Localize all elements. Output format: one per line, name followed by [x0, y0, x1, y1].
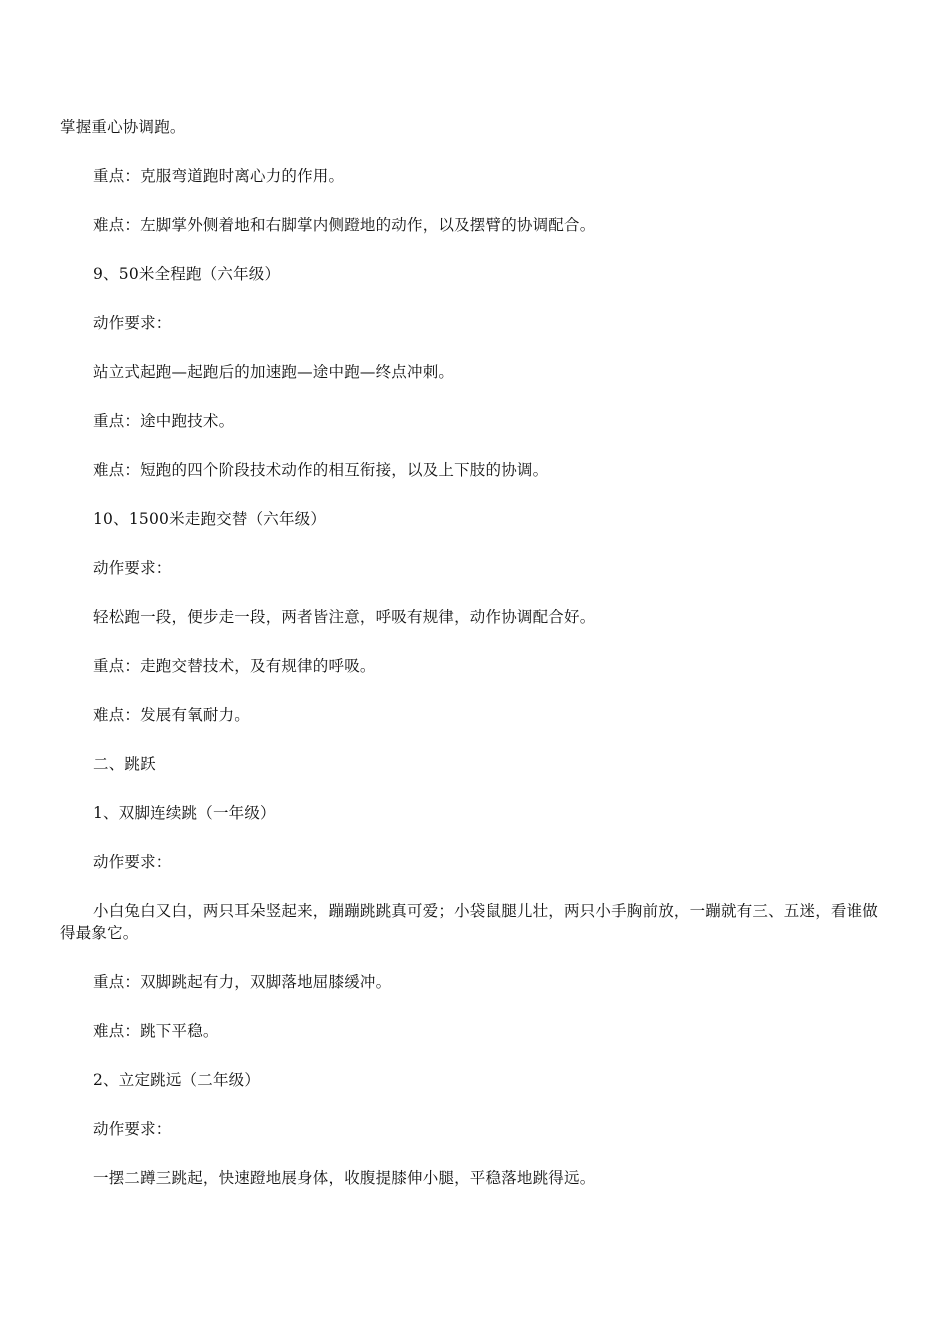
paragraph-difficulty: 难点：短跑的四个阶段技术动作的相互衔接，以及上下肢的协调。	[93, 461, 549, 479]
paragraph-continuation: 掌握重心协调跑。	[60, 118, 186, 136]
section-heading-50m-sprint: 9、50米全程跑（六年级）	[93, 265, 281, 283]
section-heading-1500m: 10、1500米走跑交替（六年级）	[93, 510, 327, 528]
paragraph-requirements-rhyme: 小白兔白又白，两只耳朵竖起来，蹦蹦跳跳真可爱；小袋鼠腿儿壮，两只小手胸前放，一蹦就有三、五迷，看谁做得最象它。	[60, 902, 879, 942]
paragraph-difficulty: 难点：左脚掌外侧着地和右脚掌内侧蹬地的动作，以及摆臂的协调配合。	[93, 216, 596, 234]
chapter-heading-jumping: 二、跳跃	[93, 755, 156, 773]
paragraph-key-point: 重点：克服弯道跑时离心力的作用。	[93, 167, 345, 185]
paragraph-key-point: 重点：双脚跳起有力，双脚落地屈膝缓冲。	[93, 973, 392, 991]
paragraph-difficulty: 难点：跳下平稳。	[93, 1022, 219, 1040]
paragraph-key-point: 重点：途中跑技术。	[93, 412, 235, 430]
paragraph-difficulty: 难点：发展有氧耐力。	[93, 706, 251, 724]
paragraph-requirements-label: 动作要求：	[93, 1120, 172, 1138]
section-heading-standing-long-jump: 2、立定跳远（二年级）	[93, 1071, 261, 1089]
paragraph-requirements-label: 动作要求：	[93, 314, 172, 332]
paragraph-requirements: 轻松跑一段，便步走一段，两者皆注意，呼吸有规律，动作协调配合好。	[93, 608, 596, 626]
paragraph-requirements: 站立式起跑—起跑后的加速跑—途中跑—终点冲刺。	[93, 363, 455, 381]
paragraph-key-point: 重点：走跑交替技术，及有规律的呼吸。	[93, 657, 376, 675]
paragraph-requirements-label: 动作要求：	[93, 559, 172, 577]
paragraph-requirements-label: 动作要求：	[93, 853, 172, 871]
paragraph-requirements: 一摆二蹲三跳起，快速蹬地展身体，收腹提膝伸小腿，平稳落地跳得远。	[93, 1169, 596, 1187]
section-heading-double-jump: 1、双脚连续跳（一年级）	[93, 804, 276, 822]
document-body	[60, 116, 892, 1216]
